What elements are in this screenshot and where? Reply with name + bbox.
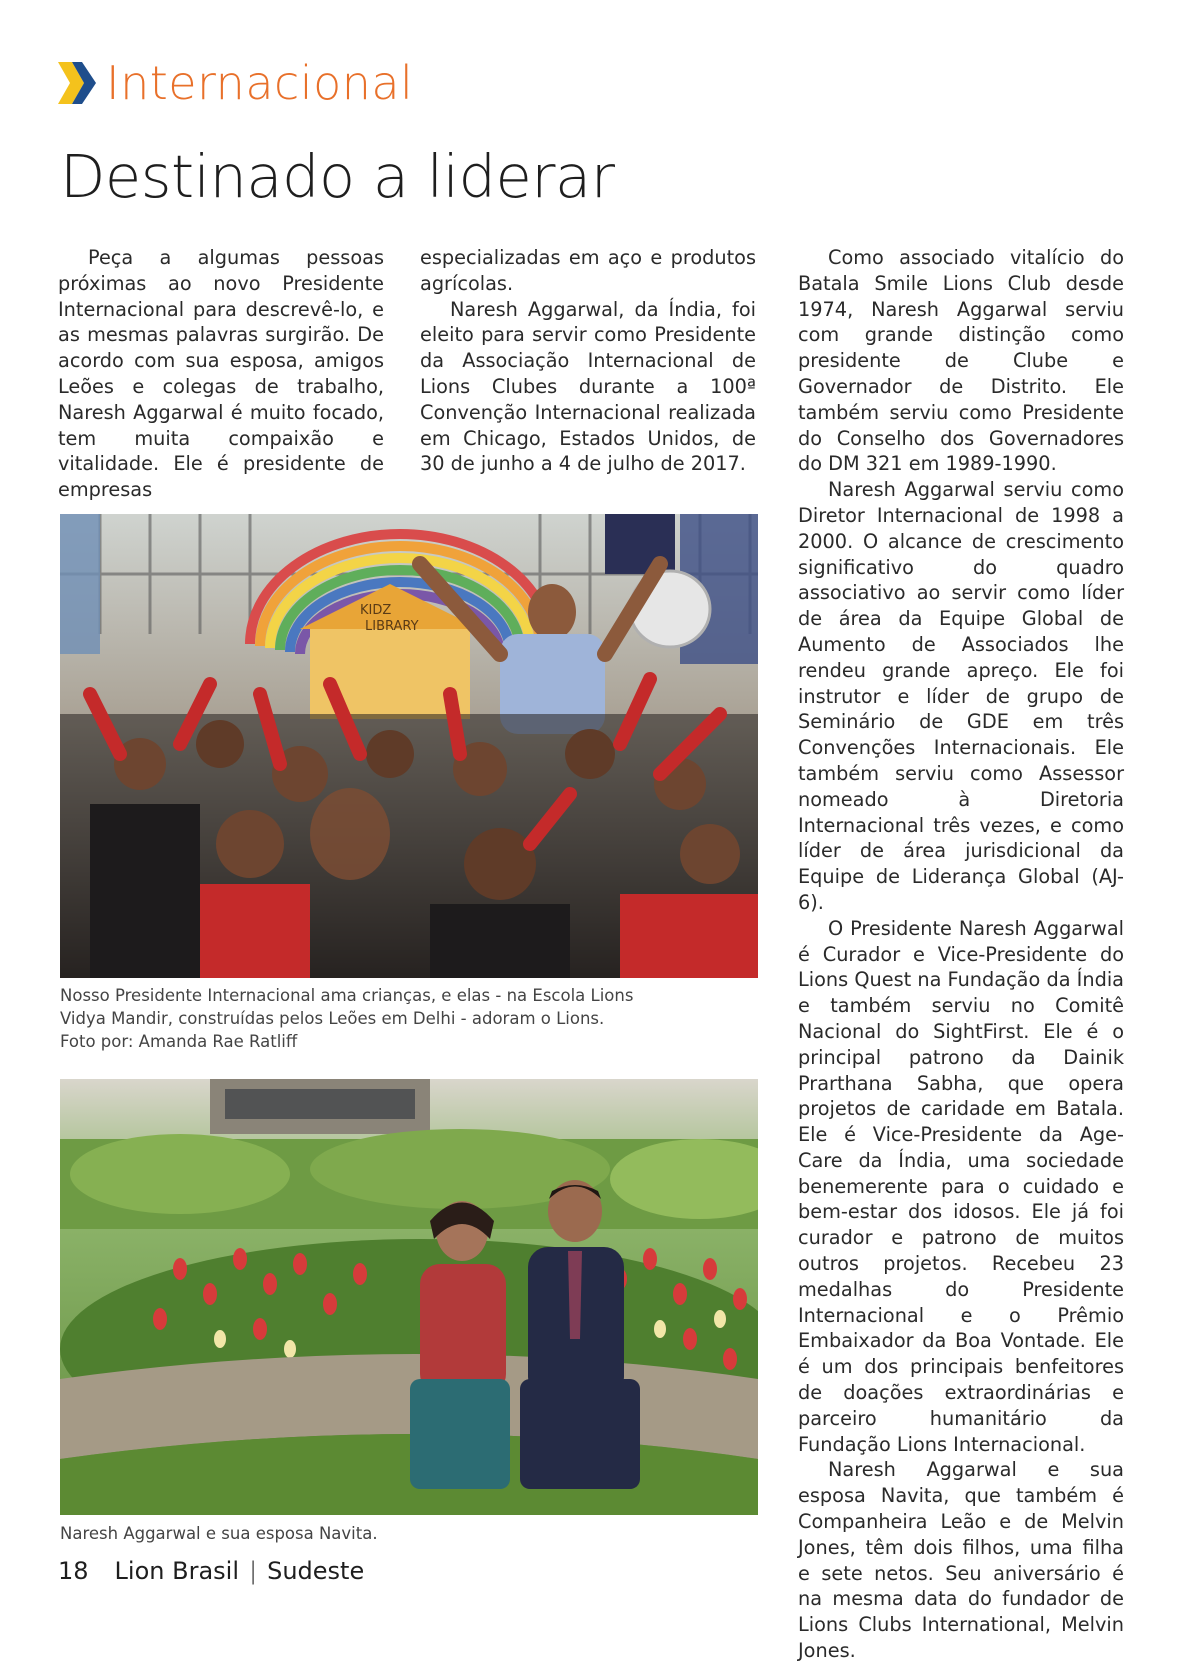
photo-caption: Naresh Aggarwal e sua esposa Navita. (60, 1524, 378, 1543)
section-header (58, 58, 413, 108)
article-column-2 (420, 245, 756, 477)
section-title: Internacional (106, 56, 414, 110)
sign-text: LIBRARY (365, 619, 419, 634)
page-footer (58, 1557, 364, 1585)
article-headline: Destinado a liderar (60, 142, 615, 211)
caption-line: Nosso Presidente Internacional ama crianças, e elas - na Escola Lions (60, 986, 634, 1005)
magazine-name: Lion Brasil (114, 1557, 239, 1585)
article-column-3 (798, 245, 1124, 1664)
section-chevron-icon (58, 60, 100, 106)
magazine-region: Sudeste (267, 1557, 365, 1585)
paragraph: Peça a algumas pessoas próximas ao novo Presidente Internacional para descrevê-lo, e as mesmas palavras surgirão. De acordo com sua esposa, amigos Leões e colegas de trabalho, Naresh Aggarwal é muito focado, tem muita compaixão e vitalidade. Ele é presidente de empresas (58, 246, 384, 502)
article-column-1 (58, 245, 384, 503)
footer-separator: | (249, 1557, 258, 1585)
paragraph: Naresh Aggarwal serviu como Diretor Internacional de 1998 a 2000. O alcance de crescimento significativo do quadro associativo ao servir como líder de área da Equipe Global de Aumento de Associados lhe rendeu grande apreço. Ele foi instrutor e líder de grupo de Seminário de GDE em três Convenções Internacionais. Ele também serviu como Assessor nomeado à Diretoria Internacional três vezes, e como líder de área jurisdicional da Equipe de Liderança Global (AJ-6). (798, 478, 1124, 914)
photo-caption (60, 984, 760, 1053)
page-number: 18 (58, 1557, 89, 1585)
photo-couple-garden (60, 1079, 758, 1515)
caption-line: Vidya Mandir, construídas pelos Leões em Delhi - adoram o Lions. (60, 1009, 605, 1028)
photo-credit: Foto por: Amanda Rae Ratliff (60, 1032, 298, 1051)
paragraph: especializadas em aço e produtos agrícolas. (420, 246, 756, 295)
photo-children-classroom (60, 514, 758, 978)
paragraph: Naresh Aggarwal, da Índia, foi eleito para servir como Presidente da Associação Internacional de Lions Clubes durante a 100ª Convenção Internacional realizada em Chicago, Estados Unidos, de 30 de junho a 4 de julho de 2017. (420, 297, 756, 476)
paragraph: O Presidente Naresh Aggarwal é Curador e Vice-Presidente do Lions Quest na Fundação da Índia e também serviu no Comitê Nacional do SightFirst. Ele é o principal patrono da Dainik Prarthana Sabha, que opera projetos de caridade em Batala. Ele é Vice-Presidente da Age-Care da Índia, uma sociedade benemerente para o cuidado e bem-estar dos idosos. Ele já foi curador e patrono de muitos outros projetos. Recebeu 23 medalhas do Presidente Internacional e o Prêmio Embaixador da Boa Vontade. Ele é um dos principais benfeitores de doações extraordinárias e parceiro humanitário da Fundação Lions Internacional. (798, 916, 1124, 1456)
paragraph: Naresh Aggarwal e sua esposa Navita, que também é Companheira Leão e de Melvin Jones, têm dois filhos, uma filha e sete netos. Seu aniversário é na mesma data do fundador de Lions Clubs International, Melvin Jones. (798, 1458, 1124, 1663)
sign-text: KIDZ (360, 603, 392, 618)
paragraph: Como associado vitalício do Batala Smile Lions Club desde 1974, Naresh Aggarwal serviu com grande distinção como presidente de Clube e Governador de Distrito. Ele também serviu como Presidente do Conselho dos Governadores do DM 321 em 1989-1990. (798, 246, 1124, 476)
